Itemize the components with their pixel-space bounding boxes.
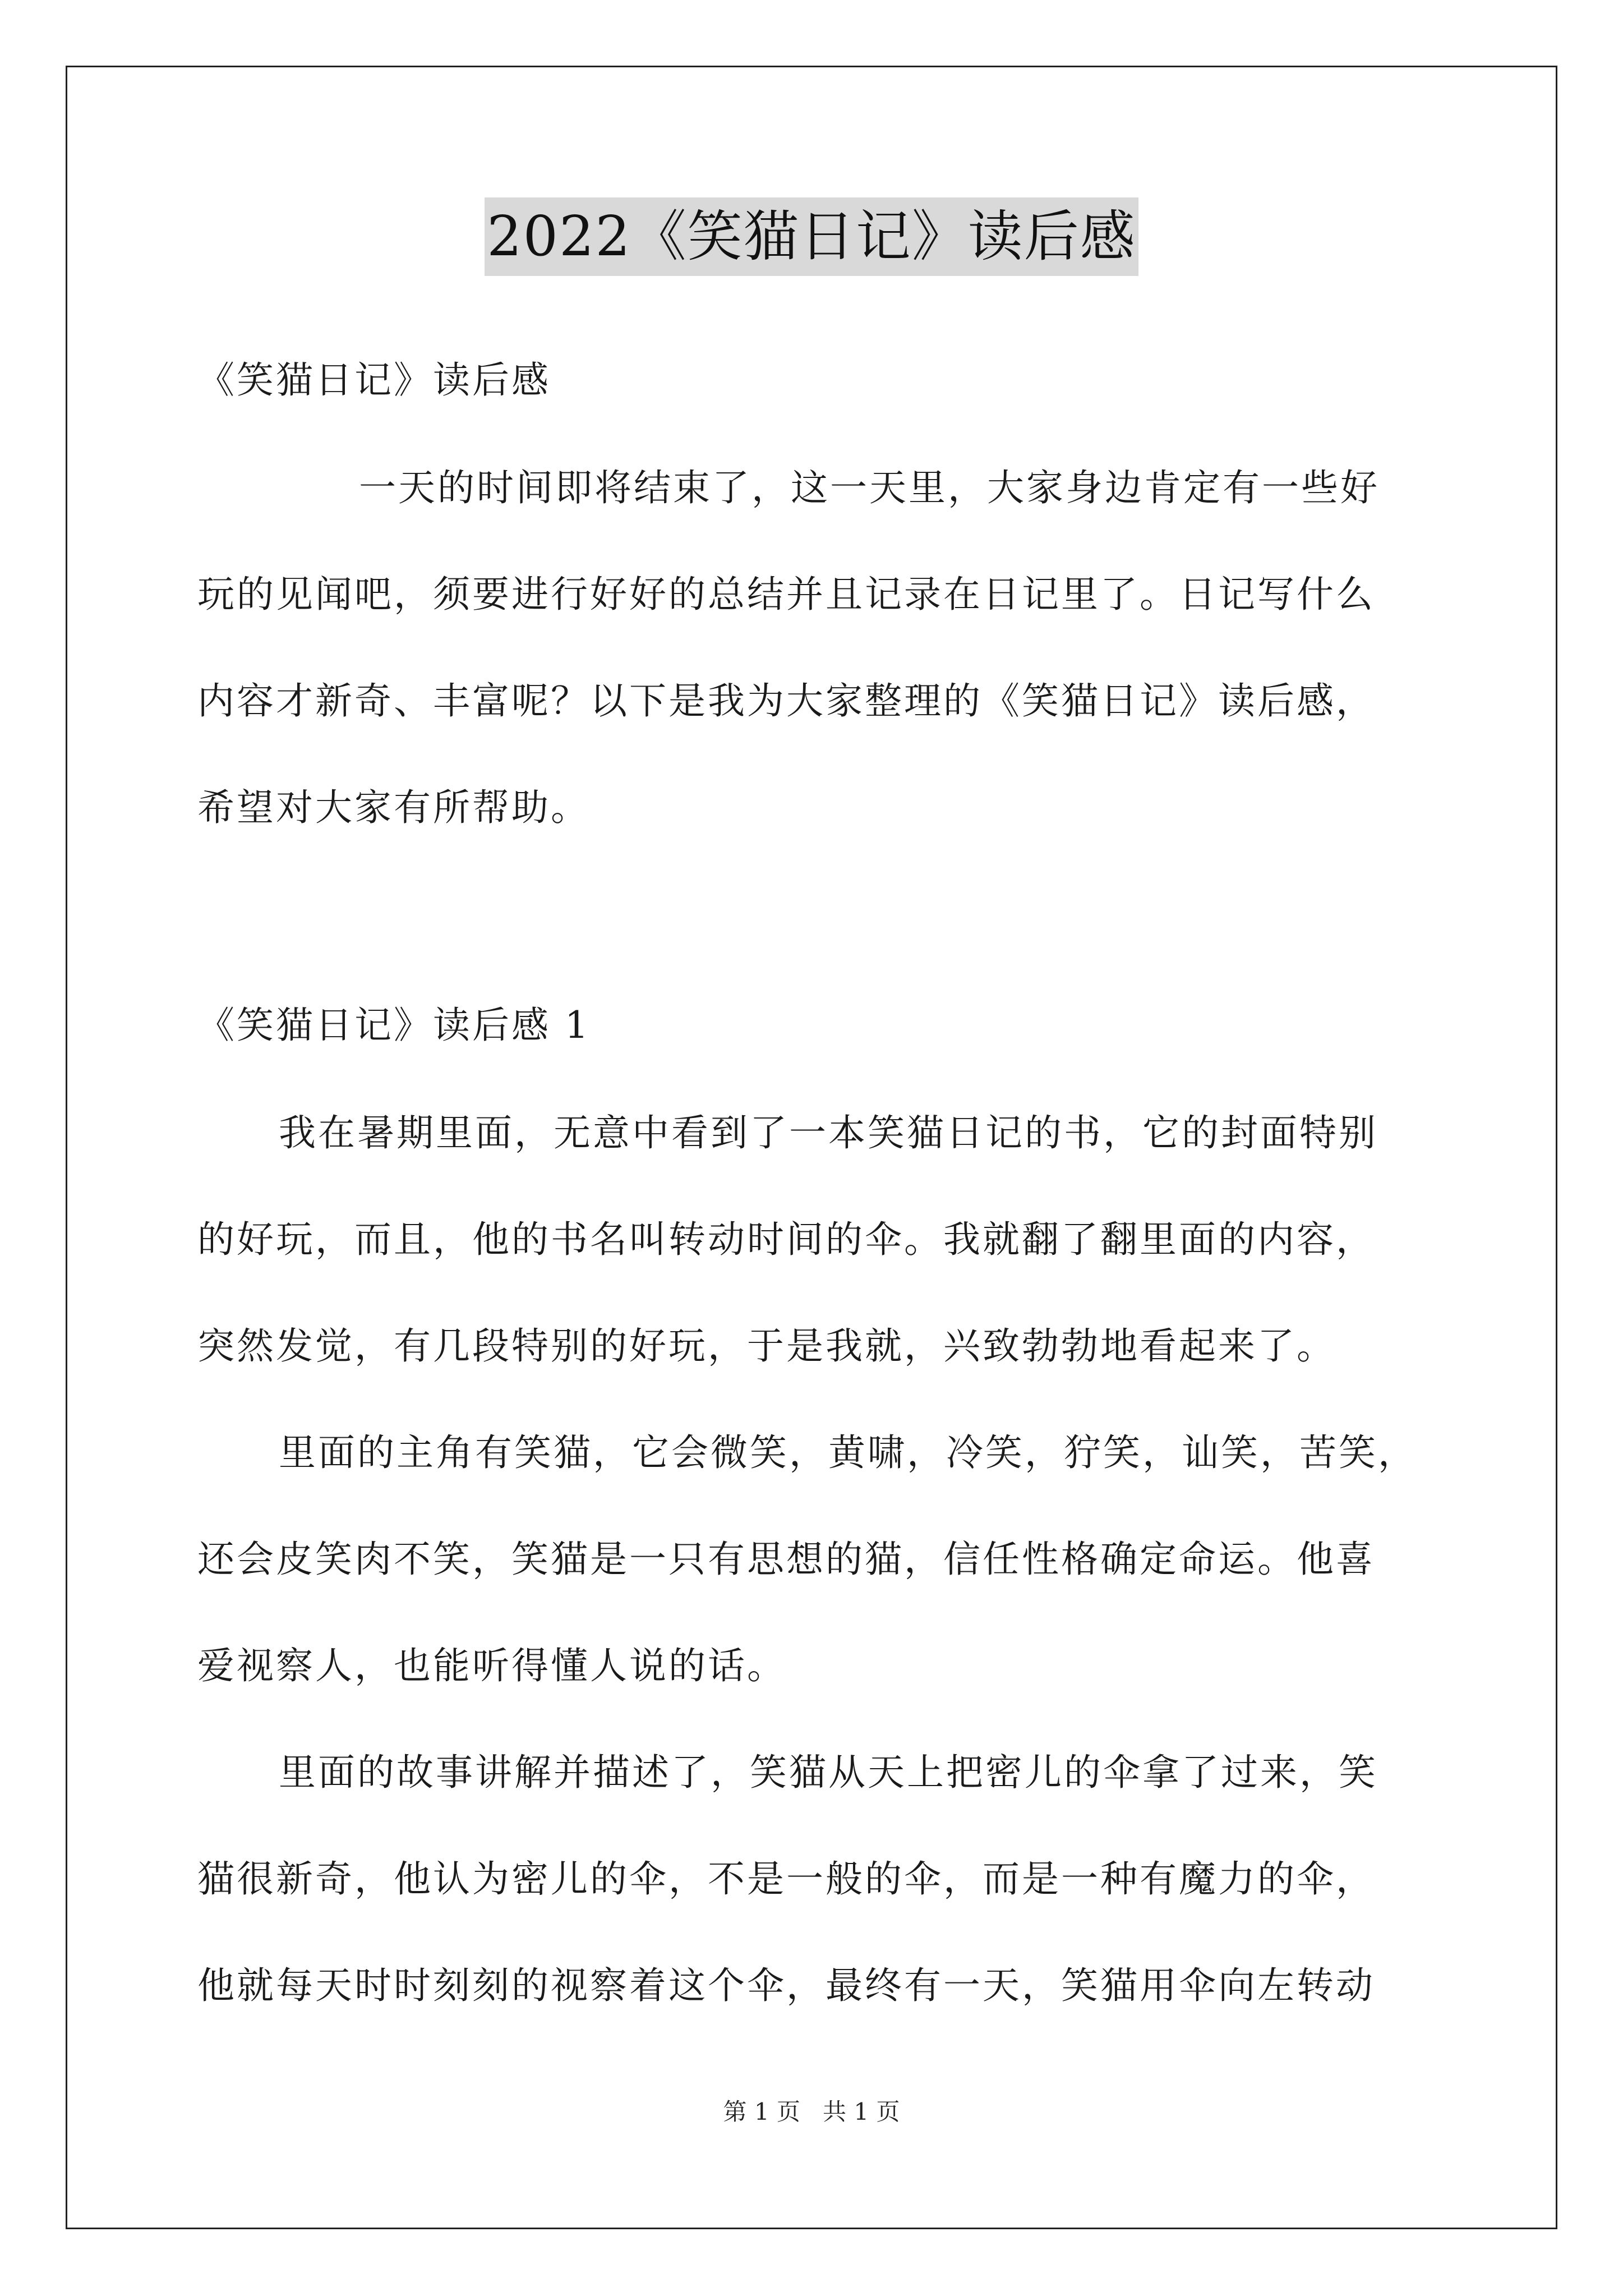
intro-line: 一天的时间即将结束了，这一天里，大家身边肯定有一些好 [359, 466, 1380, 509]
intro-line: 希望对大家有所帮助。 [197, 786, 590, 829]
intro-line: 内容才新奇、丰富呢？以下是我为大家整理的《笑猫日记》读后感， [197, 679, 1375, 723]
paragraph-line: 的好玩，而且，他的书名叫转动时间的伞。我就翻了翻里面的内容， [197, 1218, 1375, 1261]
paragraph-line: 他就每天时时刻刻的视察着这个伞，最终有一天，笑猫用伞向左转动 [197, 1964, 1375, 2007]
intro-line: 玩的见闻吧，须要进行好好的总结并且记录在日记里了。日记写什么 [197, 573, 1375, 616]
section-heading: 《笑猫日记》读后感 1 [197, 1004, 591, 1047]
paragraph-line: 爱视察人，也能听得懂人说的话。 [197, 1644, 786, 1687]
page-footer: 第 1 页 共 1 页 [723, 2098, 900, 2125]
paragraph-line: 里面的主角有笑猫，它会微笑，黄啸，冷笑，狞笑，讪笑，苦笑， [279, 1431, 1417, 1474]
title-container [0, 197, 1623, 276]
paragraph-line: 还会皮笑肉不笑，笑猫是一只有思想的猫，信任性格确定命运。他喜 [197, 1538, 1375, 1581]
paragraph-line: 猫很新奇，他认为密儿的伞，不是一般的伞，而是一种有魔力的伞， [197, 1857, 1375, 1901]
paragraph-line: 突然发觉，有几段特别的好玩，于是我就，兴致勃勃地看起来了。 [197, 1324, 1336, 1368]
paragraph-line: 里面的故事讲解并描述了，笑猫从天上把密儿的伞拿了过来，笑 [279, 1751, 1378, 1794]
document-title: 2022《笑猫日记》读后感 [485, 197, 1138, 276]
document-subtitle: 《笑猫日记》读后感 [197, 358, 551, 402]
paragraph-line: 我在暑期里面，无意中看到了一本笑猫日记的书，它的封面特别 [279, 1111, 1378, 1154]
